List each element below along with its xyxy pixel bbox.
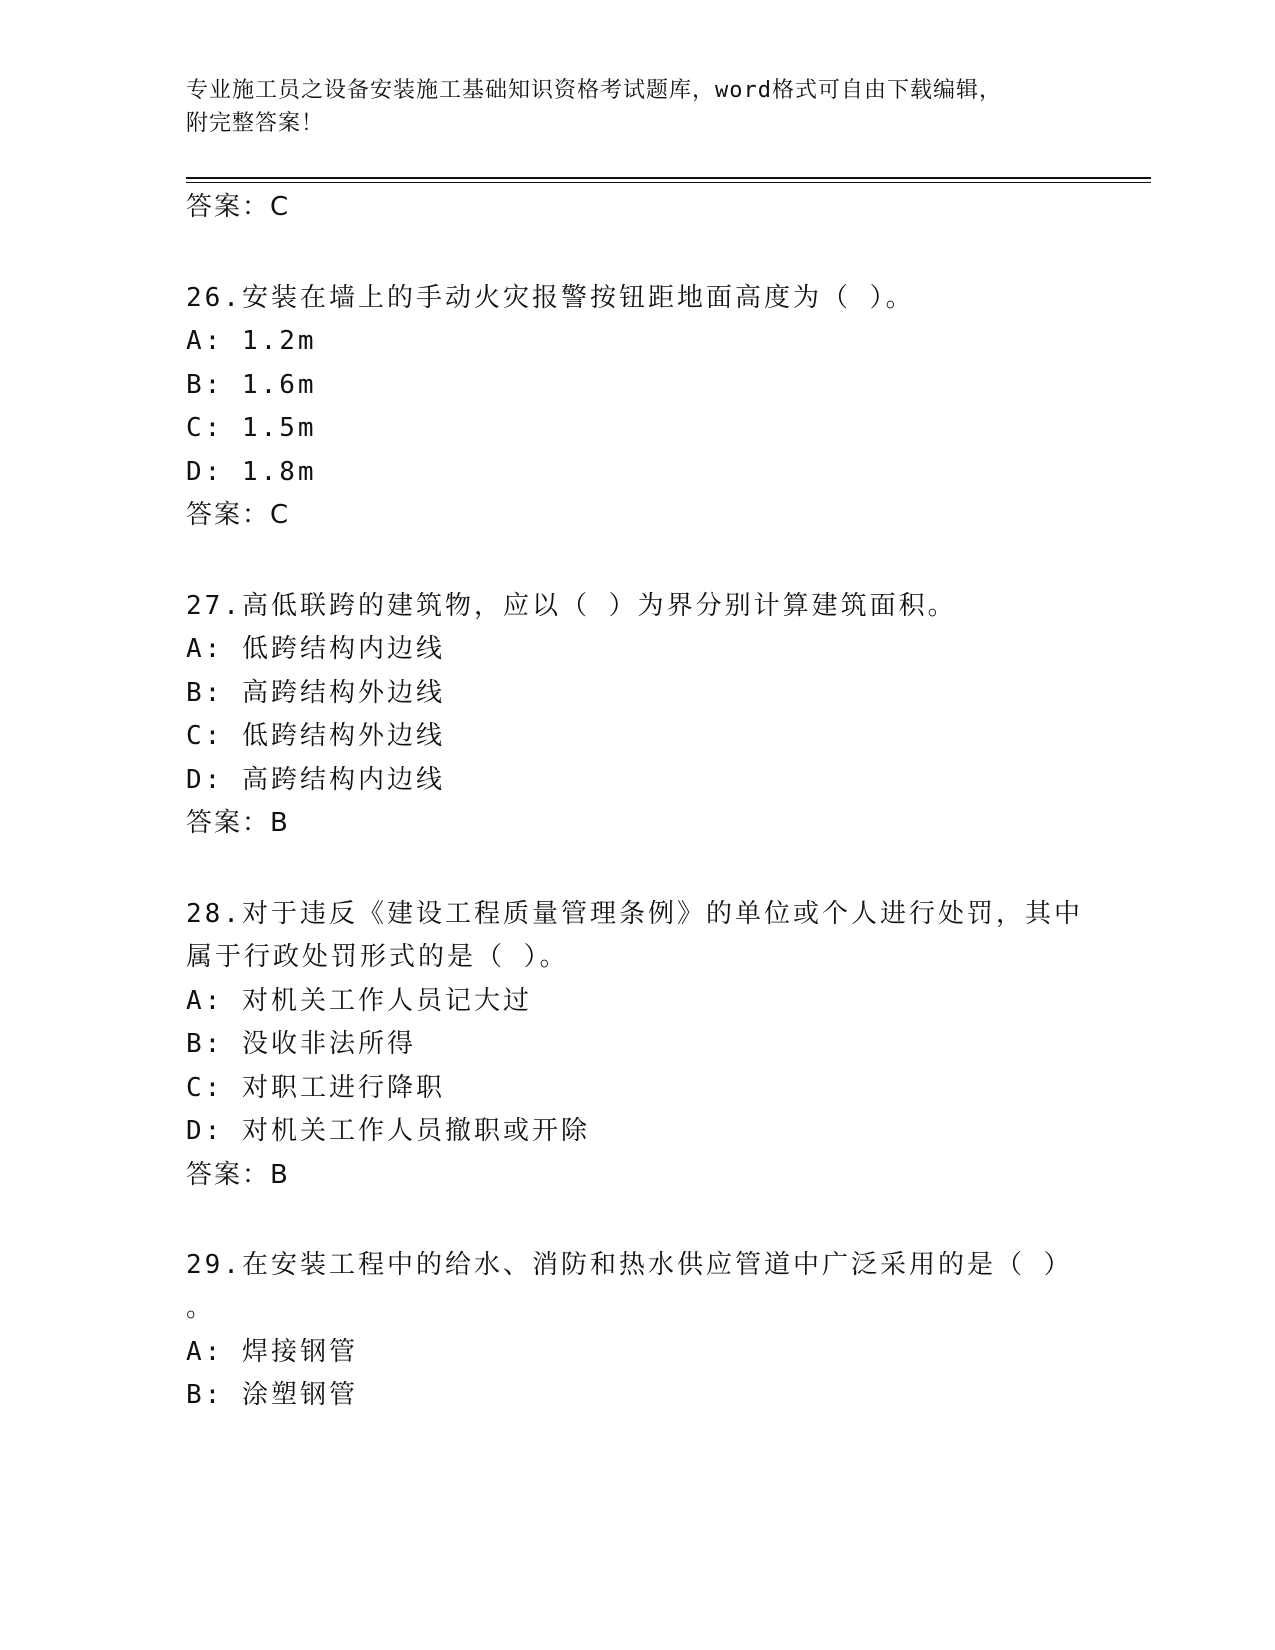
document-header [186, 74, 1086, 140]
question-26-stem: 26.安装在墙上的手动火灾报警按钮距地面高度为（ ）。 [186, 283, 915, 313]
header-rule-thick [186, 177, 1151, 179]
answer-q27: 答案：B [186, 808, 290, 838]
question-27-option-c: C: 低跨结构外边线 [186, 721, 445, 751]
question-26-option-a: A: 1.2m [186, 326, 317, 356]
question-29-stem-line-1: 29.在安装工程中的给水、消防和热水供应管道中广泛采用的是（ ） [186, 1250, 1073, 1280]
question-29-option-b: B: 涂塑钢管 [186, 1380, 358, 1410]
answer-q25: 答案：C [186, 192, 291, 222]
question-27-option-b: B: 高跨结构外边线 [186, 678, 445, 708]
question-27-stem: 27.高低联跨的建筑物，应以（ ）为界分别计算建筑面积。 [186, 591, 957, 621]
question-26-option-d: D: 1.8m [186, 457, 317, 487]
answer-q26: 答案：C [186, 500, 291, 530]
question-26-option-c: C: 1.5m [186, 413, 317, 443]
question-26-option-b: B: 1.6m [186, 370, 317, 400]
answer-q28: 答案：B [186, 1160, 290, 1190]
question-28-option-c: C: 对职工进行降职 [186, 1073, 445, 1103]
question-27-option-d: D: 高跨结构内边线 [186, 765, 445, 795]
question-28-stem-line-2: 属于行政处罚形式的是（ ）。 [186, 942, 569, 972]
header-rule-thin [186, 182, 1151, 183]
header-line-2: 附完整答案！ [186, 111, 325, 136]
question-28-option-d: D: 对机关工作人员撤职或开除 [186, 1116, 590, 1146]
question-29-stem-line-2: 。 [186, 1293, 216, 1323]
question-28-option-b: B: 没收非法所得 [186, 1029, 416, 1059]
question-28-stem-line-1: 28.对于违反《建设工程质量管理条例》的单位或个人进行处罚，其中 [186, 899, 1083, 929]
header-line-1: 专业施工员之设备安装施工基础知识资格考试题库，word格式可自由下载编辑， [186, 78, 1002, 103]
question-28-option-a: A: 对机关工作人员记大过 [186, 986, 532, 1016]
question-27-option-a: A: 低跨结构内边线 [186, 634, 445, 664]
question-29-option-a: A: 焊接钢管 [186, 1337, 358, 1367]
